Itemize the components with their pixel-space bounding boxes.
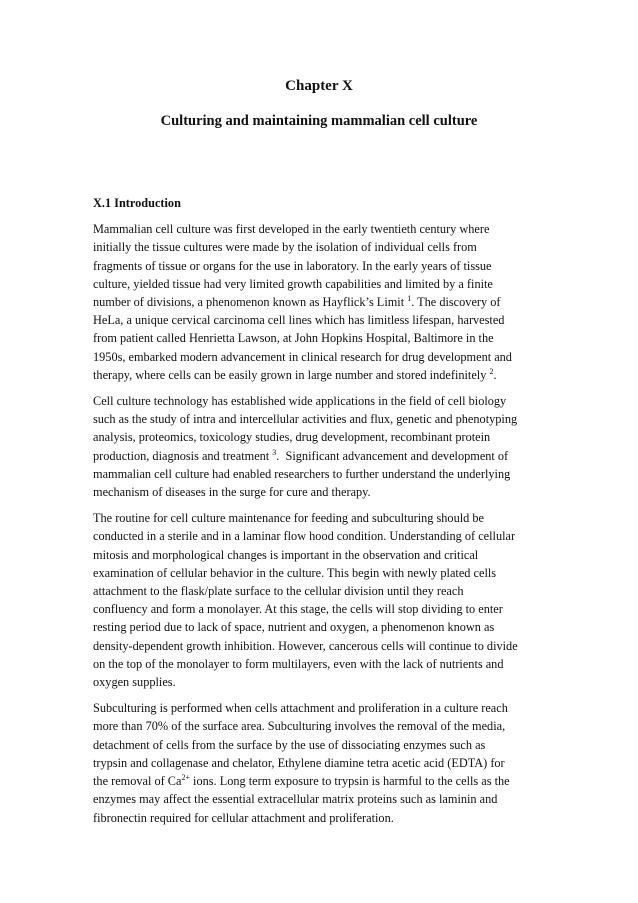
text-line: such as the study of intra and intercellular activities and flux, genetic and phenotyping: [93, 412, 518, 427]
paragraph-3: [93, 509, 553, 691]
text-line: [93, 366, 553, 384]
paragraph-2: [93, 392, 553, 501]
paragraph-4: [93, 699, 553, 826]
text-line: more than 70% of the surface area. Subculturing involves the removal of the media,: [93, 719, 506, 734]
text-line: fibronectin required for cellular attachment and proliferation.: [93, 810, 394, 825]
text-line: fragments of tissue or organs for the use in laboratory. In the early years of tissue: [93, 258, 492, 273]
text-segment: .: [493, 367, 497, 382]
text-line: Cell culture technology has established wide applications in the field of cell biology: [93, 394, 507, 409]
citation-superscript: 2: [489, 366, 494, 376]
text-line: density-dependent growth inhibition. However, cancerous cells will continue to divide: [93, 638, 518, 653]
text-segment: . Significant advancement and development of: [276, 448, 509, 463]
text-line: [93, 293, 553, 311]
citation-superscript: 1: [407, 293, 412, 303]
text-line: [93, 447, 553, 465]
section-heading: X.1 Introduction: [93, 196, 181, 210]
text-line: on the top of the monolayer to form multilayers, even with the lack of nutrients and: [93, 656, 504, 671]
text-line: conducted in a sterile and in a laminar flow hood condition. Understanding of cellular: [93, 529, 516, 544]
text-line: examination of cellular behavior in the culture. This begin with newly plated cells: [93, 565, 497, 580]
text-line: mechanism of diseases in the surge for cure and therapy.: [93, 485, 371, 500]
text-segment: number of divisions, a phenomenon known as Hayflick’s Limit: [93, 295, 408, 310]
text-line: mammalian cell culture had enabled researchers to further understand the underlying: [93, 466, 511, 481]
text-line: oxygen supplies.: [93, 675, 176, 690]
text-segment: . The discovery of: [411, 295, 501, 310]
text-line: The routine for cell culture maintenance for feeding and subculturing should be: [93, 511, 484, 526]
text-line: [93, 772, 553, 790]
text-line: from patient called Henrietta Lawson, at John Hopkins Hospital, Baltimore in the: [93, 331, 494, 346]
document-body: [93, 194, 553, 835]
citation-superscript: 3: [272, 447, 277, 457]
text-line: confluency and form a monolayer. At this stage, the cells will stop dividing to enter: [93, 602, 503, 617]
text-line: analysis, proteomics, toxicology studies, drug development, recombinant protein: [93, 430, 491, 445]
text-line: HeLa, a unique cervical carcinoma cell lines which has limitless lifespan, harvested: [93, 313, 505, 328]
paragraph-1: [93, 220, 553, 384]
chapter-title: Chapter X: [285, 78, 353, 94]
text-line: trypsin and collagenase and chelator, Ethylene diamine tetra acetic acid (EDTA) for: [93, 755, 505, 770]
text-line: detachment of cells from the surface by the use of dissociating enzymes such as: [93, 737, 486, 752]
text-segment: the removal of Ca: [93, 774, 182, 789]
text-segment: production, diagnosis and treatment: [93, 448, 273, 463]
text-segment: ions. Long term exposure to trypsin is harmful to the cells as the: [189, 774, 510, 789]
text-segment: therapy, where cells can be easily grown in large number and stored indefinitely: [93, 367, 490, 382]
chapter-subtitle: Culturing and maintaining mammalian cell culture: [160, 113, 478, 129]
text-line: Mammalian cell culture was first developed in the early twentieth century where: [93, 222, 490, 237]
text-line: culture, yielded tissue had very limited growth capabilities and limited by a finite: [93, 276, 493, 291]
text-line: resting period due to lack of space, nutrient and oxygen, a phenomenon known as: [93, 620, 495, 635]
text-line: initially the tissue cultures were made by the isolation of individual cells from: [93, 240, 477, 255]
text-line: mitosis and morphological changes is important in the observation and critical: [93, 547, 479, 562]
text-line: 1950s, embarked modern advancement in clinical research for drug development and: [93, 349, 512, 364]
ion-charge-superscript: 2+: [181, 773, 190, 782]
text-line: enzymes may affect the essential extracellular matrix proteins such as laminin and: [93, 792, 498, 807]
text-line: attachment to the flask/plate surface to the cellular division until they reach: [93, 584, 464, 599]
text-line: Subculturing is performed when cells attachment and proliferation in a culture reach: [93, 701, 508, 716]
